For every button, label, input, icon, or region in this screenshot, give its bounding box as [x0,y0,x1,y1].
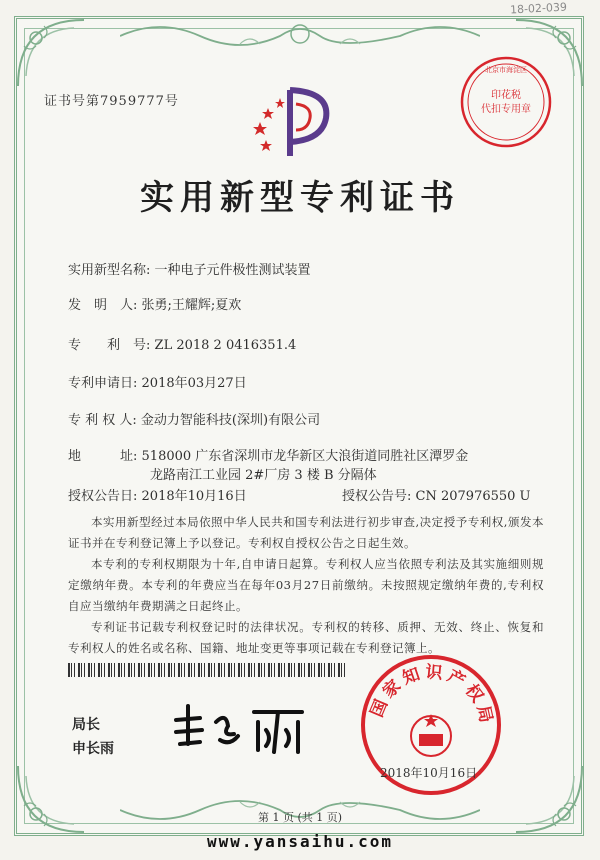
barcode-bar [304,663,305,677]
barcode-bar [158,663,160,677]
barcode-bar [78,663,80,677]
barcode-bar [198,663,200,677]
barcode-bar [204,663,205,677]
barcode-bar [334,663,335,677]
barcode-bar [98,663,100,677]
barcode-bar [108,663,110,677]
barcode-bar [101,663,102,677]
barcode-bar [274,663,275,677]
field-patent-number [68,334,296,353]
barcode-bar [118,663,120,677]
barcode-bar [338,663,340,677]
barcode-bar [244,663,245,677]
barcode-bar [344,663,345,677]
barcode-bar [341,663,342,677]
barcode-bar [154,663,155,677]
barcode-bar [264,663,265,677]
barcode-bar [164,663,165,677]
field-inventors [68,294,241,313]
barcode-bar [321,663,322,677]
certificate-number: 证书号第7959777号 [44,94,179,109]
field-filing-date [68,372,247,391]
field-grant-date [68,485,247,504]
barcode-bar [188,663,190,677]
barcode-bar [88,663,90,677]
director-name: 申长雨 [72,741,114,757]
barcode-bar [234,663,235,677]
svg-text:代扣专用章: 代扣专用章 [481,104,531,115]
barcode-bar [328,663,330,677]
barcode-bar [298,663,300,677]
barcode-bar [211,663,212,677]
handwritten-note: 18-02-039 [509,0,568,17]
grant-no-label: 授权公告号: [342,489,412,504]
barcode-bar [111,663,112,677]
svg-text:印花税: 印花税 [491,90,521,101]
barcode-bar [71,663,72,677]
page-number: 第 1 页 (共 1 页) [257,811,343,824]
grant-no-value: CN 207976550 U [415,489,531,504]
certificate-title: 实用新型专利证书 [140,178,460,218]
barcode-bar [291,663,292,677]
barcode-bar [218,663,220,677]
inventor-label: 发 明 人: [68,298,138,313]
barcode-bar [184,663,185,677]
grant-date-value: 2018年10月16日 [141,489,247,504]
handwritten-signature [170,700,310,764]
barcode-bar [288,663,290,677]
paragraph-2: 本专利的专利权期限为十年,自申请日起算。专利权人应当依照专利法及其实施细则规定缴纳年费。本专利的年费应当在每年03月27日前缴纳。未按照规定缴纳年费的,专利权自应当缴纳年费期满之日起终止。 [68,557,544,613]
barcode-bar [84,663,85,677]
barcode-bar [161,663,162,677]
barcode-bar [194,663,195,677]
paragraph-3: 专利证书记载专利权登记时的法律状况。专利权的转移、质押、无效、终止、恢复和专利权人的姓名或名称、国籍、地址变更等事项记载在专利登记簿上。 [68,620,544,655]
barcode-bar [201,663,202,677]
paragraph-1: 本实用新型经过本局依照中华人民共和国专利法进行初步审查,决定授予专利权,颁发本证书并在专利登记簿上予以登记。专利权自授权公告之日起生效。 [68,515,544,550]
patent-no-value: ZL 2018 2 0416351.4 [154,338,297,353]
tax-stamp-seal [456,52,556,156]
barcode [68,662,348,681]
svg-text:国家知识产权局: 国家知识产权局 [367,662,497,729]
inventors-value: 张勇;王耀辉;夏欢 [141,298,242,313]
barcode-bar [91,663,92,677]
top-ornament [120,16,480,56]
barcode-bar [81,663,82,677]
corner-ornament-top-left [14,16,94,96]
field-address [68,445,468,464]
barcode-bar [128,663,130,677]
field-patentee [68,409,320,428]
website-watermark: www.yansaihu.com [206,832,394,851]
barcode-bar [324,663,325,677]
barcode-bar [271,663,272,677]
barcode-bar [261,663,262,677]
barcode-bar [141,663,142,677]
barcode-bar [74,663,75,677]
utility-model-name-label: 实用新型名称: [68,263,151,278]
barcode-bar [268,663,270,677]
barcode-bar [104,663,105,677]
barcode-bar [258,663,260,677]
barcode-bar [171,663,172,677]
barcode-bar [241,663,242,677]
barcode-bar [151,663,152,677]
barcode-bar [281,663,282,677]
barcode-bar [131,663,132,677]
stamp-date: 2018年10月16日 [380,766,478,780]
barcode-bar [168,663,170,677]
patentee-value: 金动力智能科技(深圳)有限公司 [140,413,321,428]
barcode-bar [174,663,175,677]
barcode-bar [191,663,192,677]
barcode-bar [181,663,182,677]
field-grant-number [342,485,531,504]
barcode-bar [308,663,310,677]
barcode-bar [278,663,280,677]
barcode-bar [121,663,122,677]
field-utility-model-name [68,259,311,278]
filing-date-label: 专利申请日: [68,376,138,391]
patentee-label: 专 利 权 人: [68,413,137,428]
barcode-bar [148,663,150,677]
barcode-bar [94,663,95,677]
address-line-1: 518000 广东省深圳市龙华新区大浪街道同胜社区潭罗金 [141,449,469,464]
barcode-bar [314,663,315,677]
barcode-bar [214,663,215,677]
barcode-bar [238,663,240,677]
field-address-line-2 [150,464,377,483]
barcode-bar [311,663,312,677]
barcode-bar [294,663,295,677]
svg-text:北京市海淀区: 北京市海淀区 [485,66,527,74]
barcode-bar [228,663,230,677]
barcode-bar [208,663,210,677]
address-label: 地 址: [68,449,138,464]
director-title: 局长 [72,717,100,733]
barcode-bar [224,663,225,677]
barcode-bar [318,663,320,677]
barcode-bar [301,663,302,677]
patent-no-label: 专 利 号: [68,338,151,353]
barcode-bar [231,663,232,677]
utility-model-name-value: 一种电子元件极性测试装置 [154,263,311,278]
barcode-bar [138,663,140,677]
barcode-bar [248,663,250,677]
grant-date-label: 授权公告日: [68,489,138,504]
barcode-bar [284,663,285,677]
barcode-bar [124,663,125,677]
barcode-bar [68,663,70,677]
filing-date-value: 2018年03月27日 [141,376,247,391]
barcode-bar [144,663,145,677]
body-paragraphs [68,512,544,659]
cnipa-logo-icon [252,84,332,164]
barcode-bar [178,663,180,677]
barcode-bar [331,663,332,677]
barcode-bar [114,663,115,677]
barcode-bar [134,663,135,677]
address-line-2: 龙路南江工业园 2#厂房 3 楼 B 分隔体 [150,468,377,483]
barcode-bar [254,663,255,677]
barcode-bar [251,663,252,677]
barcode-bar [221,663,222,677]
